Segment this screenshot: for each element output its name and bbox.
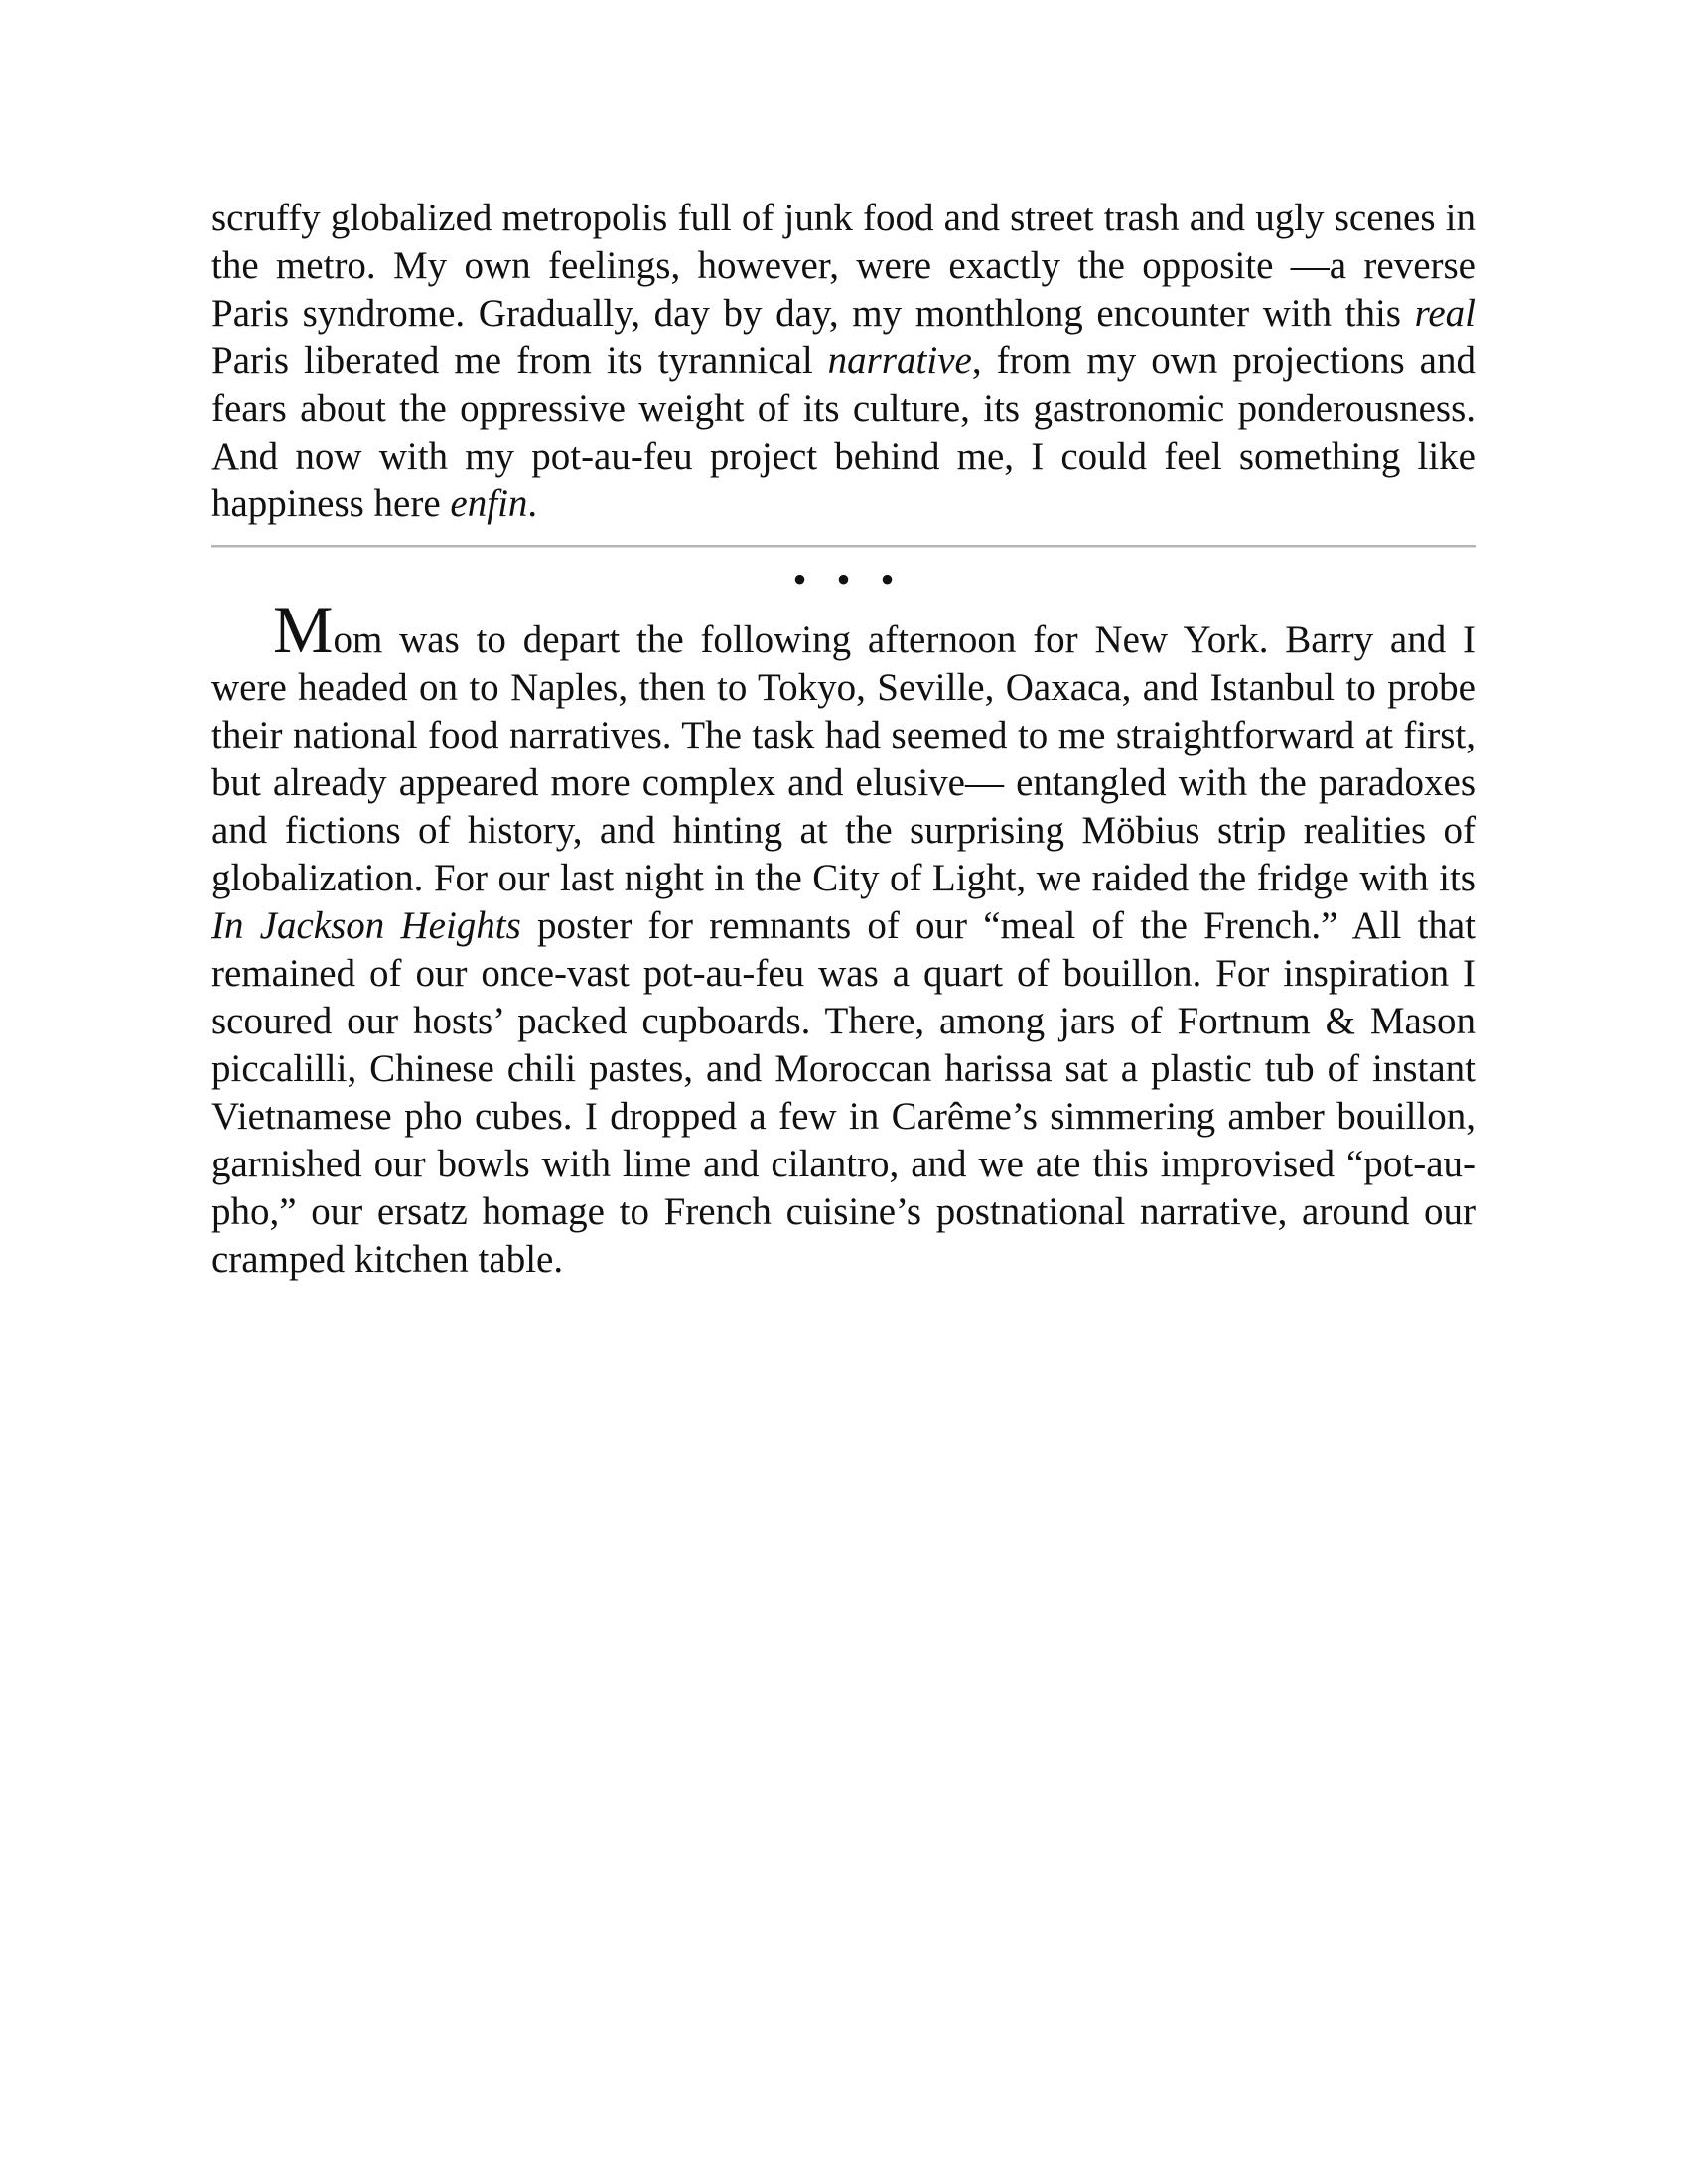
paragraph-text: om was to depart the following afternoon for New York. Barry and I were headed on to Naples, then to Tokyo, Seville, Oaxaca, and Istanbul to probe their national food narratives. The task had seemed to me straightforward at first, but already appeared more complex and elusive— entangled with the paradoxes and fictions of history, and hinting at the surprising Möbius strip realities of globalization. For our last night in the City of Light, we raided the fridge with its <box>211 618 1476 899</box>
paragraph-new-section <box>211 592 1476 1284</box>
page-content <box>211 195 1476 1284</box>
paragraph-text: scruffy globalized metropolis full of junk food and street trash and ugly scenes in the metro. My own feelings, however, were exactly the opposite —a reverse Paris syndrome. Gradually, day by day, my monthlong encounter with this <box>211 197 1476 335</box>
paragraph-text: . <box>527 482 538 525</box>
section-break-ornament: • • • <box>792 557 905 602</box>
paragraph-text: Paris liberated me from its tyrannical <box>211 340 828 382</box>
italic-word: enfin <box>450 482 528 525</box>
italic-title: In Jackson Heights <box>211 904 521 947</box>
paragraph-text: poster for remnants of our “meal of the French.” All that remained of our once-vast pot-au-feu was a quart of bouillon. For inspiration I scoured our hosts’ packed cupboards. There, among jars of Fortnum & Mason piccalilli, Chinese chili pastes, and Moroccan harissa sat a plastic tub of instant Vietnamese pho cubes. I dropped a few in Carême’s simmering amber bouillon, garnished our bowls with lime and cilantro, and we ate this improvised “pot-au-pho,” our ersatz homage to French cuisine’s postnational narrative, around our cramped kitchen table. <box>211 904 1476 1281</box>
paragraph-text: , from my own projections and fears about the oppressive weight of its culture, its gastronomic ponderousness. And now with my pot-au-feu project behind me, I could feel something like happiness here <box>211 340 1476 525</box>
section-divider-rule <box>211 545 1476 548</box>
paragraph-continued <box>211 195 1476 528</box>
italic-word: real <box>1414 292 1476 335</box>
italic-word: narrative <box>827 340 972 382</box>
drop-cap-initial: M <box>273 592 334 667</box>
